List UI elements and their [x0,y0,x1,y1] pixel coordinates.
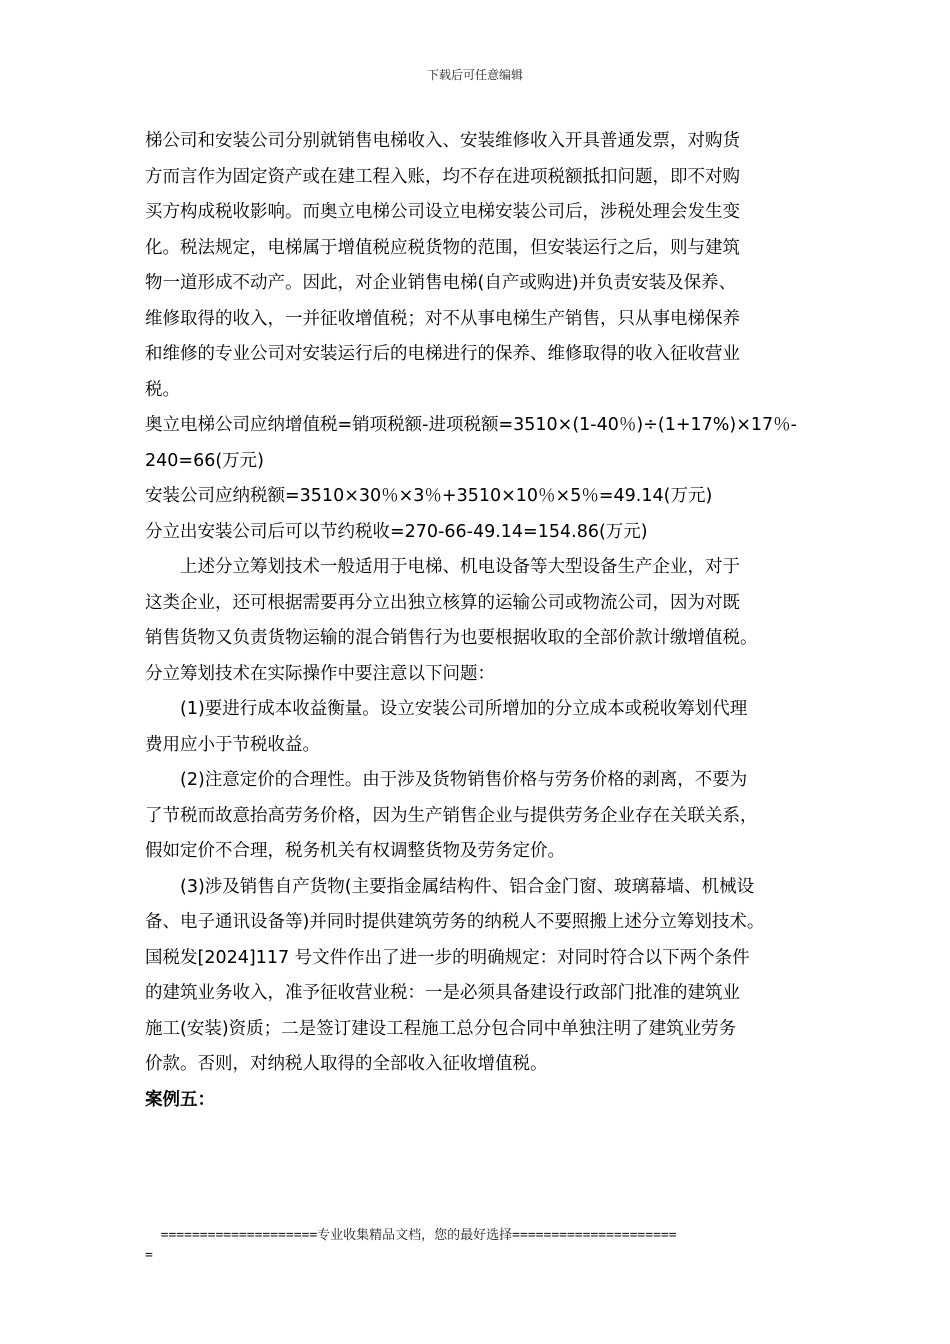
footer-continuation: = [145,1248,153,1263]
text-line: 备、电子通讯设备等)并同时提供建筑劳务的纳税人不要照搬上述分立筹划技术。 [145,912,765,932]
section-heading: 案例五： [145,1089,215,1110]
text-line: 了节税而故意抬高劳务价格，因为生产销售企业与提供劳务企业存在关联关系， [145,805,758,826]
text-line: 方而言作为固定资产或在建工程入账，均不存在进项税额抵扣问题，即不对购 [145,166,740,187]
text-line: 税。 [145,379,180,400]
text-line: 这类企业，还可根据需要再分立出独立核算的运输公司或物流公司，因为对既 [145,592,740,613]
text-line: 安装公司应纳税额=3510×30％×3％+3510×10％×5％=49.14(万元) [145,486,713,506]
text-line: 梯公司和安装公司分别就销售电梯收入、安装维修收入开具普通发票，对购货 [145,131,740,151]
page-header: 下载后可任意编辑 [426,68,523,82]
text-line: 国税发[2024]117 号文件作出了进一步的明确规定：对同时符合以下两个条件 [145,947,750,968]
text-line: 分立出安装公司后可以节约税收=270-66-49.14=154.86(万元) [145,521,648,542]
text-line: 的建筑业务收入，准予征收营业税：一是必须具备建设行政部门批准的建筑业 [145,983,740,1003]
text-line: 奥立电梯公司应纳增值税=销项税额-进项税额=3510×(1-40％)÷(1+17%)×17％- [145,415,797,435]
text-line: 分立筹划技术在实际操作中要注意以下问题： [145,663,495,684]
text-line: 维修取得的收入，一并征收增值税；对不从事电梯生产销售，只从事电梯保养 [145,308,740,329]
document-body [145,124,815,1118]
text-line: 物一道形成不动产。因此，对企业销售电梯(自产或购进)并负责安装及保养、 [145,273,737,293]
text-line: 假如定价不合理，税务机关有权调整货物及劳务定价。 [145,841,565,861]
text-line: (1)要进行成本收益衡量。设立安装公司所增加的分立成本或税收筹划代理 [180,699,748,719]
text-line: 买方构成税收影响。而奥立电梯公司设立电梯安装公司后，涉税处理会发生变 [145,202,740,222]
text-line: 价款。否则，对纳税人取得的全部收入征收增值税。 [145,1054,548,1074]
text-line: (2)注意定价的合理性。由于涉及货物销售价格与劳务价格的剥离，不要为 [180,770,748,790]
page-footer [145,1226,825,1266]
text-line: 施工(安装)资质；二是签订建设工程施工总分包合同中单独注明了建筑业劳务 [145,1018,737,1039]
text-line: (3)涉及销售自产货物(主要指金属结构件、铝合金门窗、玻璃幕墙、机械设 [180,876,755,897]
text-line: 销售货物又负责货物运输的混合销售行为也要根据收取的全部价款计缴增值税。 [145,628,758,648]
text-line: 上述分立筹划技术一般适用于电梯、机电设备等大型设备生产企业，对于 [180,557,740,577]
footer-banner: ====================专业收集精品文档，您的最好选择===================== [145,1228,677,1243]
text-line: 化。税法规定，电梯属于增值税应税货物的范围，但安装运行之后，则与建筑 [145,237,740,258]
text-line: 和维修的专业公司对安装运行后的电梯进行的保养、维修取得的收入征收营业 [145,344,740,364]
text-line: 240=66(万元) [145,450,264,471]
text-line: 费用应小于节税收益。 [145,734,320,755]
